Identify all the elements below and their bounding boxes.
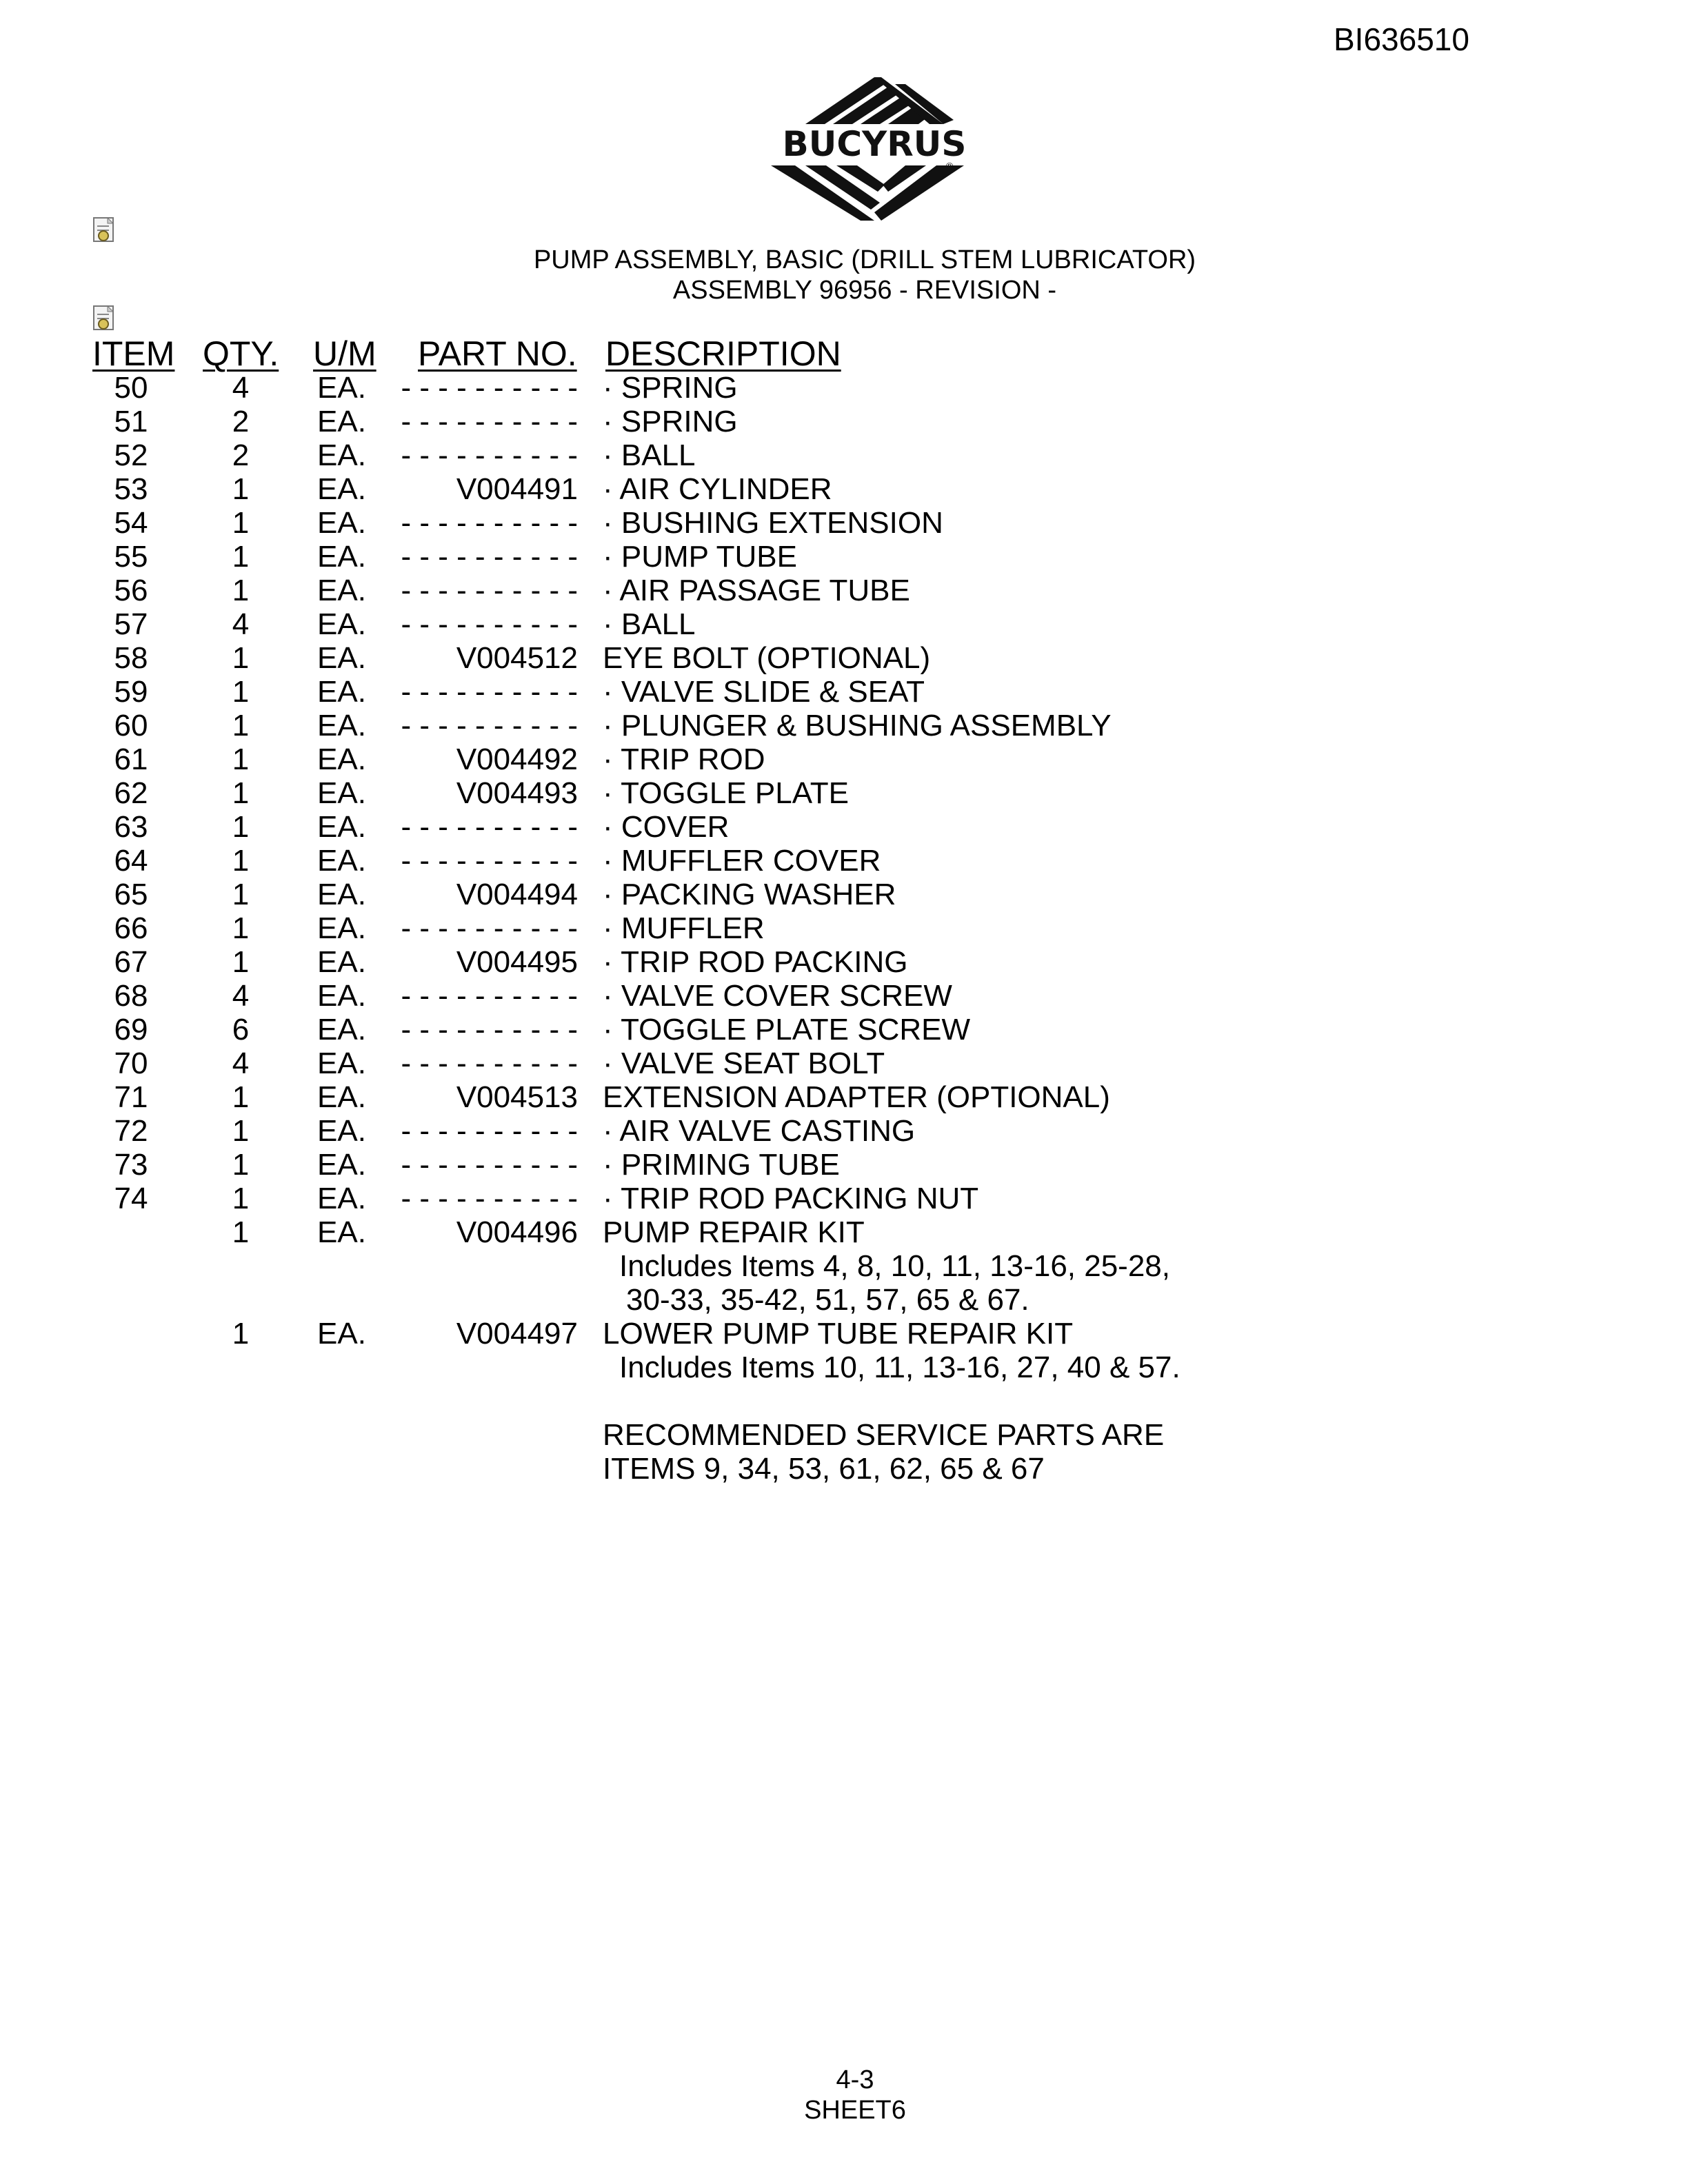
table-row <box>0 405 1688 438</box>
qty-cell: 1 <box>232 1215 250 1249</box>
kit-note: Includes Items 10, 11, 13-16, 27, 40 & 57. <box>619 1351 1180 1384</box>
document-subtitle: ASSEMBLY 96956 - REVISION - <box>672 276 1057 305</box>
description-cell: · VALVE SEAT BOLT <box>603 1046 885 1080</box>
item-cell: 59 <box>114 675 148 709</box>
qty-cell: 1 <box>232 810 250 844</box>
um-cell: EA. <box>317 810 366 844</box>
table-row <box>0 438 1688 472</box>
table-row <box>0 878 1688 911</box>
service-note: RECOMMENDED SERVICE PARTS ARE <box>603 1418 1165 1452</box>
item-cell: 74 <box>114 1182 148 1215</box>
qty-cell: 1 <box>232 1182 250 1215</box>
um-cell: EA. <box>317 742 366 776</box>
qty-cell: 4 <box>232 607 250 641</box>
description-cell: LOWER PUMP TUBE REPAIR KIT <box>603 1317 1074 1351</box>
qty-cell: 1 <box>232 709 250 742</box>
qty-cell: 1 <box>232 1080 250 1114</box>
um-cell: EA. <box>317 607 366 641</box>
item-cell: 65 <box>114 878 148 911</box>
um-cell: EA. <box>317 574 366 607</box>
table-row <box>0 1317 1688 1351</box>
description-cell: · TOGGLE PLATE <box>603 776 850 810</box>
qty-cell: 1 <box>232 472 250 506</box>
qty-cell: 1 <box>232 878 250 911</box>
description-cell: · SPRING <box>603 371 738 405</box>
table-row <box>0 675 1688 709</box>
table-row <box>0 776 1688 810</box>
qty-cell: 2 <box>232 405 250 438</box>
item-cell: 71 <box>114 1080 148 1114</box>
table-row <box>0 979 1688 1013</box>
bucyrus-logo <box>757 74 992 221</box>
spacer-row <box>0 1384 1688 1418</box>
header-description: DESCRIPTION <box>605 334 841 373</box>
table-row <box>0 1013 1688 1046</box>
table-row <box>0 506 1688 540</box>
um-cell: EA. <box>317 1182 366 1215</box>
um-cell: EA. <box>317 979 366 1013</box>
part-no-cell: V004496 <box>456 1215 578 1249</box>
part-no-cell: - - - - - - - - - - <box>401 709 578 742</box>
qty-cell: 2 <box>232 438 250 472</box>
part-no-cell: - - - - - - - - - - <box>401 607 578 641</box>
table-row <box>0 472 1688 506</box>
qty-cell: 4 <box>232 979 250 1013</box>
qty-cell: 1 <box>232 540 250 574</box>
item-cell: 62 <box>114 776 148 810</box>
part-no-cell: - - - - - - - - - - <box>401 371 578 405</box>
part-no-cell: - - - - - - - - - - <box>401 1182 578 1215</box>
table-row <box>0 810 1688 844</box>
table-row <box>0 709 1688 742</box>
qty-cell: 1 <box>232 1114 250 1148</box>
description-cell: · COVER <box>603 810 730 844</box>
um-cell: EA. <box>317 911 366 945</box>
um-cell: EA. <box>317 1046 366 1080</box>
item-cell: 67 <box>114 945 148 979</box>
logo-text: BUCYRUS <box>782 124 967 164</box>
um-cell: EA. <box>317 1215 366 1249</box>
part-no-cell: V004491 <box>456 472 578 506</box>
item-cell: 53 <box>114 472 148 506</box>
um-cell: EA. <box>317 844 366 878</box>
item-cell: 64 <box>114 844 148 878</box>
description-cell: · TRIP ROD PACKING NUT <box>603 1182 979 1215</box>
item-cell: 70 <box>114 1046 148 1080</box>
description-cell: · VALVE SLIDE & SEAT <box>603 675 925 709</box>
item-cell: 52 <box>114 438 148 472</box>
item-cell: 58 <box>114 641 148 675</box>
description-cell: · BUSHING EXTENSION <box>603 506 943 540</box>
kit-note: Includes Items 4, 8, 10, 11, 13-16, 25-28, <box>619 1249 1171 1283</box>
item-cell: 69 <box>114 1013 148 1046</box>
qty-cell: 1 <box>232 506 250 540</box>
description-cell: · AIR CYLINDER <box>603 472 832 506</box>
um-cell: EA. <box>317 472 366 506</box>
part-no-cell: - - - - - - - - - - <box>401 1114 578 1148</box>
qty-cell: 1 <box>232 1317 250 1351</box>
table-row <box>0 1046 1688 1080</box>
item-cell: 63 <box>114 810 148 844</box>
part-no-cell: - - - - - - - - - - <box>401 405 578 438</box>
description-cell: PUMP REPAIR KIT <box>603 1215 865 1249</box>
qty-cell: 4 <box>232 1046 250 1080</box>
part-no-cell: V004494 <box>456 878 578 911</box>
um-cell: EA. <box>317 878 366 911</box>
um-cell: EA. <box>317 438 366 472</box>
note-icon[interactable] <box>91 305 119 332</box>
description-cell: · MUFFLER <box>603 911 765 945</box>
kit-note-row <box>0 1283 1688 1317</box>
item-cell: 54 <box>114 506 148 540</box>
svg-text:®: ® <box>945 161 954 172</box>
service-note-row <box>0 1418 1688 1452</box>
um-cell: EA. <box>317 371 366 405</box>
item-cell: 73 <box>114 1148 148 1182</box>
part-no-cell: V004495 <box>456 945 578 979</box>
service-note: ITEMS 9, 34, 53, 61, 62, 65 & 67 <box>603 1452 1045 1486</box>
part-no-cell: V004513 <box>456 1080 578 1114</box>
table-row <box>0 641 1688 675</box>
table-row <box>0 540 1688 574</box>
qty-cell: 1 <box>232 844 250 878</box>
table-row <box>0 945 1688 979</box>
header-qty: QTY. <box>203 334 279 373</box>
part-no-cell: - - - - - - - - - - <box>401 979 578 1013</box>
sheet-label: SHEET6 <box>804 2096 906 2125</box>
um-cell: EA. <box>317 540 366 574</box>
part-no-cell: - - - - - - - - - - <box>401 574 578 607</box>
item-cell: 66 <box>114 911 148 945</box>
table-row <box>0 1182 1688 1215</box>
document-title: PUMP ASSEMBLY, BASIC (DRILL STEM LUBRICATOR) <box>533 245 1196 274</box>
qty-cell: 6 <box>232 1013 250 1046</box>
description-cell: · PACKING WASHER <box>603 878 896 911</box>
table-row <box>0 1080 1688 1114</box>
qty-cell: 4 <box>232 371 250 405</box>
qty-cell: 1 <box>232 574 250 607</box>
um-cell: EA. <box>317 945 366 979</box>
item-cell: 56 <box>114 574 148 607</box>
table-row <box>0 574 1688 607</box>
part-no-cell: - - - - - - - - - - <box>401 810 578 844</box>
qty-cell: 1 <box>232 776 250 810</box>
description-cell: · SPRING <box>603 405 738 438</box>
um-cell: EA. <box>317 405 366 438</box>
table-row <box>0 1148 1688 1182</box>
item-cell: 50 <box>114 371 148 405</box>
um-cell: EA. <box>317 776 366 810</box>
table-row <box>0 1114 1688 1148</box>
qty-cell: 1 <box>232 945 250 979</box>
um-cell: EA. <box>317 506 366 540</box>
part-no-cell: - - - - - - - - - - <box>401 675 578 709</box>
description-cell: · VALVE COVER SCREW <box>603 979 952 1013</box>
table-row <box>0 607 1688 641</box>
description-cell: · PLUNGER & BUSHING ASSEMBLY <box>603 709 1112 742</box>
description-cell: EYE BOLT (OPTIONAL) <box>603 641 931 675</box>
description-cell: · TRIP ROD <box>603 742 765 776</box>
description-cell: · AIR PASSAGE TUBE <box>603 574 910 607</box>
description-cell: EXTENSION ADAPTER (OPTIONAL) <box>603 1080 1110 1114</box>
part-no-cell: - - - - - - - - - - <box>401 540 578 574</box>
table-row <box>0 911 1688 945</box>
part-no-cell: V004512 <box>456 641 578 675</box>
header-item: ITEM <box>92 334 175 373</box>
item-cell: 57 <box>114 607 148 641</box>
um-cell: EA. <box>317 1080 366 1114</box>
item-cell: 51 <box>114 405 148 438</box>
qty-cell: 1 <box>232 675 250 709</box>
header-part-no: PART NO. <box>418 334 577 373</box>
item-cell: 61 <box>114 742 148 776</box>
item-cell: 72 <box>114 1114 148 1148</box>
description-cell: · AIR VALVE CASTING <box>603 1114 916 1148</box>
description-cell: · TOGGLE PLATE SCREW <box>603 1013 971 1046</box>
description-cell: · MUFFLER COVER <box>603 844 881 878</box>
qty-cell: 1 <box>232 1148 250 1182</box>
part-no-cell: - - - - - - - - - - <box>401 911 578 945</box>
um-cell: EA. <box>317 1148 366 1182</box>
service-note-row <box>0 1452 1688 1486</box>
table-row <box>0 742 1688 776</box>
document-id: BI636510 <box>1334 21 1469 57</box>
qty-cell: 1 <box>232 641 250 675</box>
kit-note-row <box>0 1351 1688 1384</box>
part-no-cell: V004493 <box>456 776 578 810</box>
qty-cell: 1 <box>232 911 250 945</box>
table-row <box>0 371 1688 405</box>
um-cell: EA. <box>317 1013 366 1046</box>
header-um: U/M <box>313 334 376 373</box>
item-cell: 55 <box>114 540 148 574</box>
part-no-cell: - - - - - - - - - - <box>401 506 578 540</box>
note-icon[interactable] <box>91 216 119 244</box>
part-no-cell: - - - - - - - - - - <box>401 1013 578 1046</box>
qty-cell: 1 <box>232 742 250 776</box>
kit-note-row <box>0 1249 1688 1283</box>
part-no-cell: - - - - - - - - - - <box>401 1148 578 1182</box>
item-cell: 68 <box>114 979 148 1013</box>
description-cell: · TRIP ROD PACKING <box>603 945 908 979</box>
item-cell: 60 <box>114 709 148 742</box>
um-cell: EA. <box>317 1317 366 1351</box>
part-no-cell: - - - - - - - - - - <box>401 1046 578 1080</box>
description-cell: · PUMP TUBE <box>603 540 797 574</box>
page-number: 4-3 <box>836 2065 874 2094</box>
um-cell: EA. <box>317 675 366 709</box>
description-cell: · BALL <box>603 607 696 641</box>
kit-note: 30-33, 35-42, 51, 57, 65 & 67. <box>626 1283 1029 1317</box>
description-cell: · PRIMING TUBE <box>603 1148 840 1182</box>
part-no-cell: - - - - - - - - - - <box>401 438 578 472</box>
um-cell: EA. <box>317 709 366 742</box>
parts-table <box>0 371 1688 1486</box>
part-no-cell: - - - - - - - - - - <box>401 844 578 878</box>
part-no-cell: V004497 <box>456 1317 578 1351</box>
um-cell: EA. <box>317 641 366 675</box>
table-row <box>0 1215 1688 1249</box>
table-row <box>0 844 1688 878</box>
um-cell: EA. <box>317 1114 366 1148</box>
part-no-cell: V004492 <box>456 742 578 776</box>
description-cell: · BALL <box>603 438 696 472</box>
